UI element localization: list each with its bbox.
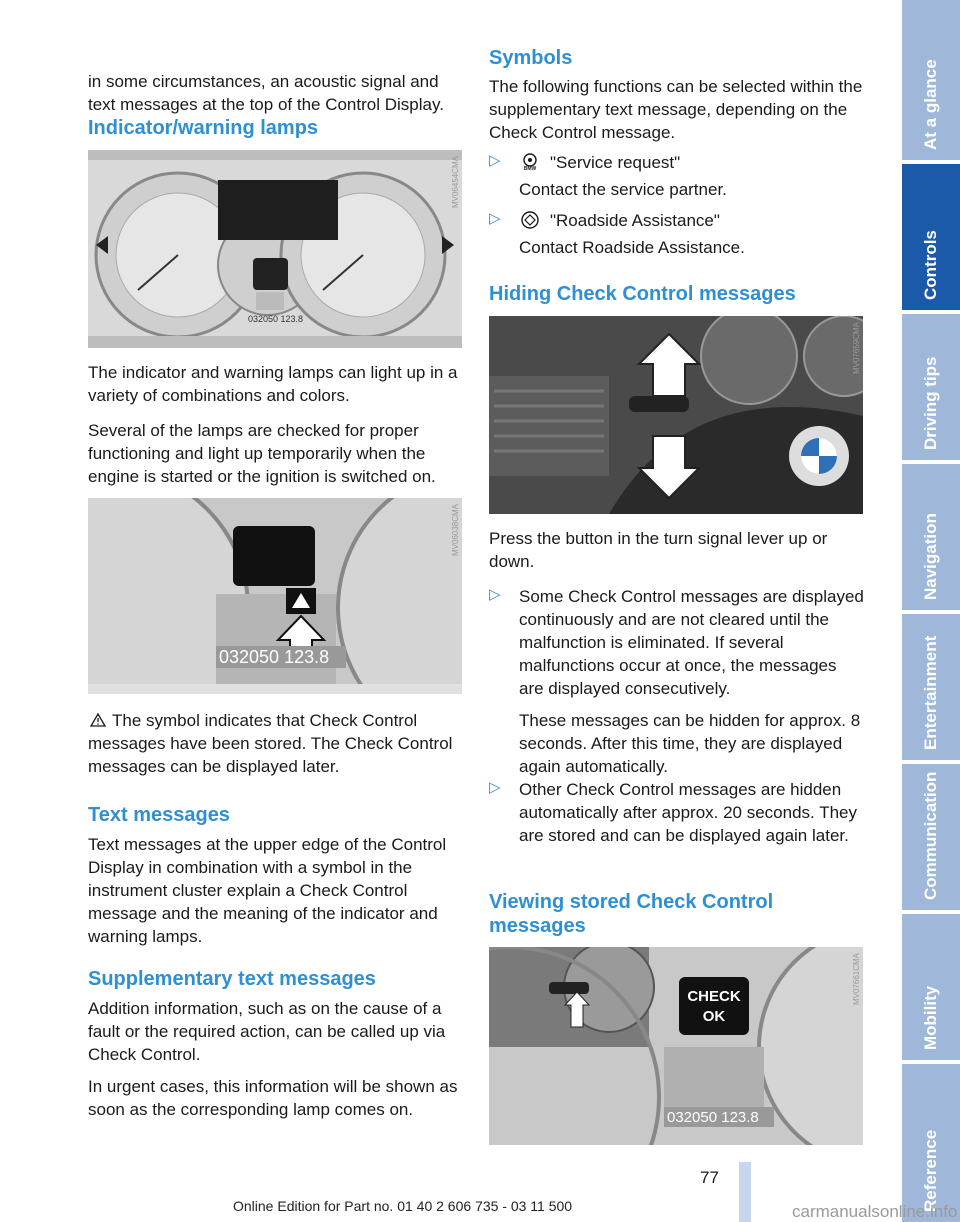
svg-text:BMW: BMW — [523, 166, 537, 171]
tab-reference[interactable]: Reference — [902, 1064, 960, 1222]
tab-navigation[interactable]: Navigation — [902, 464, 960, 610]
check-control-display-image — [489, 947, 863, 1145]
watermark: carmanualsonline.info — [792, 1202, 958, 1221]
roadside-assistance-icon — [519, 210, 541, 230]
tab-driving-tips[interactable]: Driving tips — [902, 314, 960, 460]
para-press-button: Press the button in the turn signal lever up or down. — [489, 529, 828, 571]
tab-at-a-glance[interactable]: At a glance — [902, 0, 960, 160]
page-number: 77 — [700, 1168, 719, 1187]
bullet-icon: ▷ — [489, 779, 501, 796]
bullet-icon: ▷ — [489, 586, 501, 603]
heading-text-messages: Text messages — [88, 804, 230, 826]
heading-symbols: Symbols — [489, 47, 573, 69]
service-request-label: "Service request" — [550, 153, 681, 172]
bullet-icon: ▷ — [489, 210, 501, 227]
chapter-sidebar — [902, 0, 960, 1222]
fig2-code: MV06038CMA — [451, 504, 460, 557]
para-lamps-combinations: The indicator and warning lamps can light up in a variety of combinations and colors. — [88, 363, 458, 405]
roadside-label: "Roadside Assistance" — [550, 211, 720, 230]
continuous-text: Some Check Control messages are displayed continuously and are not cleared until the malfunction is eliminated. If several malfunctions occur at once, the messages are displayed consecutively. — [519, 587, 864, 698]
heading-hiding: Hiding Check Control messages — [489, 283, 796, 305]
instrument-cluster-image — [88, 150, 462, 348]
para-symbols: The following functions can be selected within the supplementary text message, depending on the Check Control message. — [489, 77, 863, 142]
fig1-code: MV06454CMA — [451, 156, 460, 209]
warning-symbol-closeup-image — [88, 498, 462, 694]
intro-text: in some circumstances, an acoustic signal and text messages at the top of the Control Display. — [88, 72, 444, 114]
page-marker-bar — [739, 1162, 751, 1222]
para-supp-2: In urgent cases, this information will be shown as soon as the corresponding lamp comes on. — [88, 1077, 458, 1119]
turn-signal-lever-image — [489, 316, 863, 514]
fig4-code: MV07661CMA — [852, 953, 861, 1006]
tab-controls[interactable]: Controls — [902, 164, 960, 310]
bullet-icon: ▷ — [489, 152, 501, 169]
fig4-odometer: 032050 123.8 — [667, 1109, 759, 1126]
auto-hidden-text: Other Check Control messages are hidden automatically after approx. 20 seconds. They are stored and can be displayed again later. — [519, 780, 857, 845]
heading-supplementary: Supplementary text messages — [88, 968, 376, 990]
heading-viewing: Viewing stored Check Control messages — [489, 891, 774, 937]
para-text-messages: Text messages at the upper edge of the Control Display in combination with a symbol in the instrument cluster explain a Check Control message and the meaning of the indicator and warning lamps. — [88, 835, 447, 946]
continuous-sub: These messages can be hidden for approx. 8 seconds. After this time, they are displayed again automatically. — [519, 711, 861, 776]
service-request-sub: Contact the service partner. — [519, 180, 727, 199]
symbol-note — [88, 709, 464, 778]
roadside-sub: Contact Roadside Assistance. — [519, 238, 745, 257]
service-request-icon — [519, 153, 541, 171]
heading-indicator-lamps: Indicator/warning lamps — [88, 117, 319, 139]
para-supp-1: Addition information, such as on the cause of a fault or the required action, can be called up via Check Control. — [88, 999, 446, 1064]
para-lamps-checked: Several of the lamps are checked for proper functioning and light up temporarily when the engine is started or the ignition is switched on. — [88, 421, 436, 486]
tab-mobility[interactable]: Mobility — [902, 914, 960, 1060]
fig1-odometer: 032050 123.8 — [248, 314, 304, 324]
symbol-note-text: The symbol indicates that Check Control messages have been stored. The Check Control messages can be displayed later. — [88, 711, 453, 776]
fig2-odometer: 032050 123.8 — [219, 647, 330, 667]
fig4-check-text: CHECK — [687, 988, 741, 1005]
tab-communication[interactable]: Communication — [902, 764, 960, 910]
fig4-ok-text: OK — [702, 1008, 726, 1025]
tab-entertainment[interactable]: Entertainment — [902, 614, 960, 760]
fig3-code: MV07659CMA — [852, 322, 861, 375]
warning-triangle-icon — [90, 710, 106, 724]
edition-footer: Online Edition for Part no. 01 40 2 606 735 - 03 11 500 — [233, 1198, 573, 1214]
